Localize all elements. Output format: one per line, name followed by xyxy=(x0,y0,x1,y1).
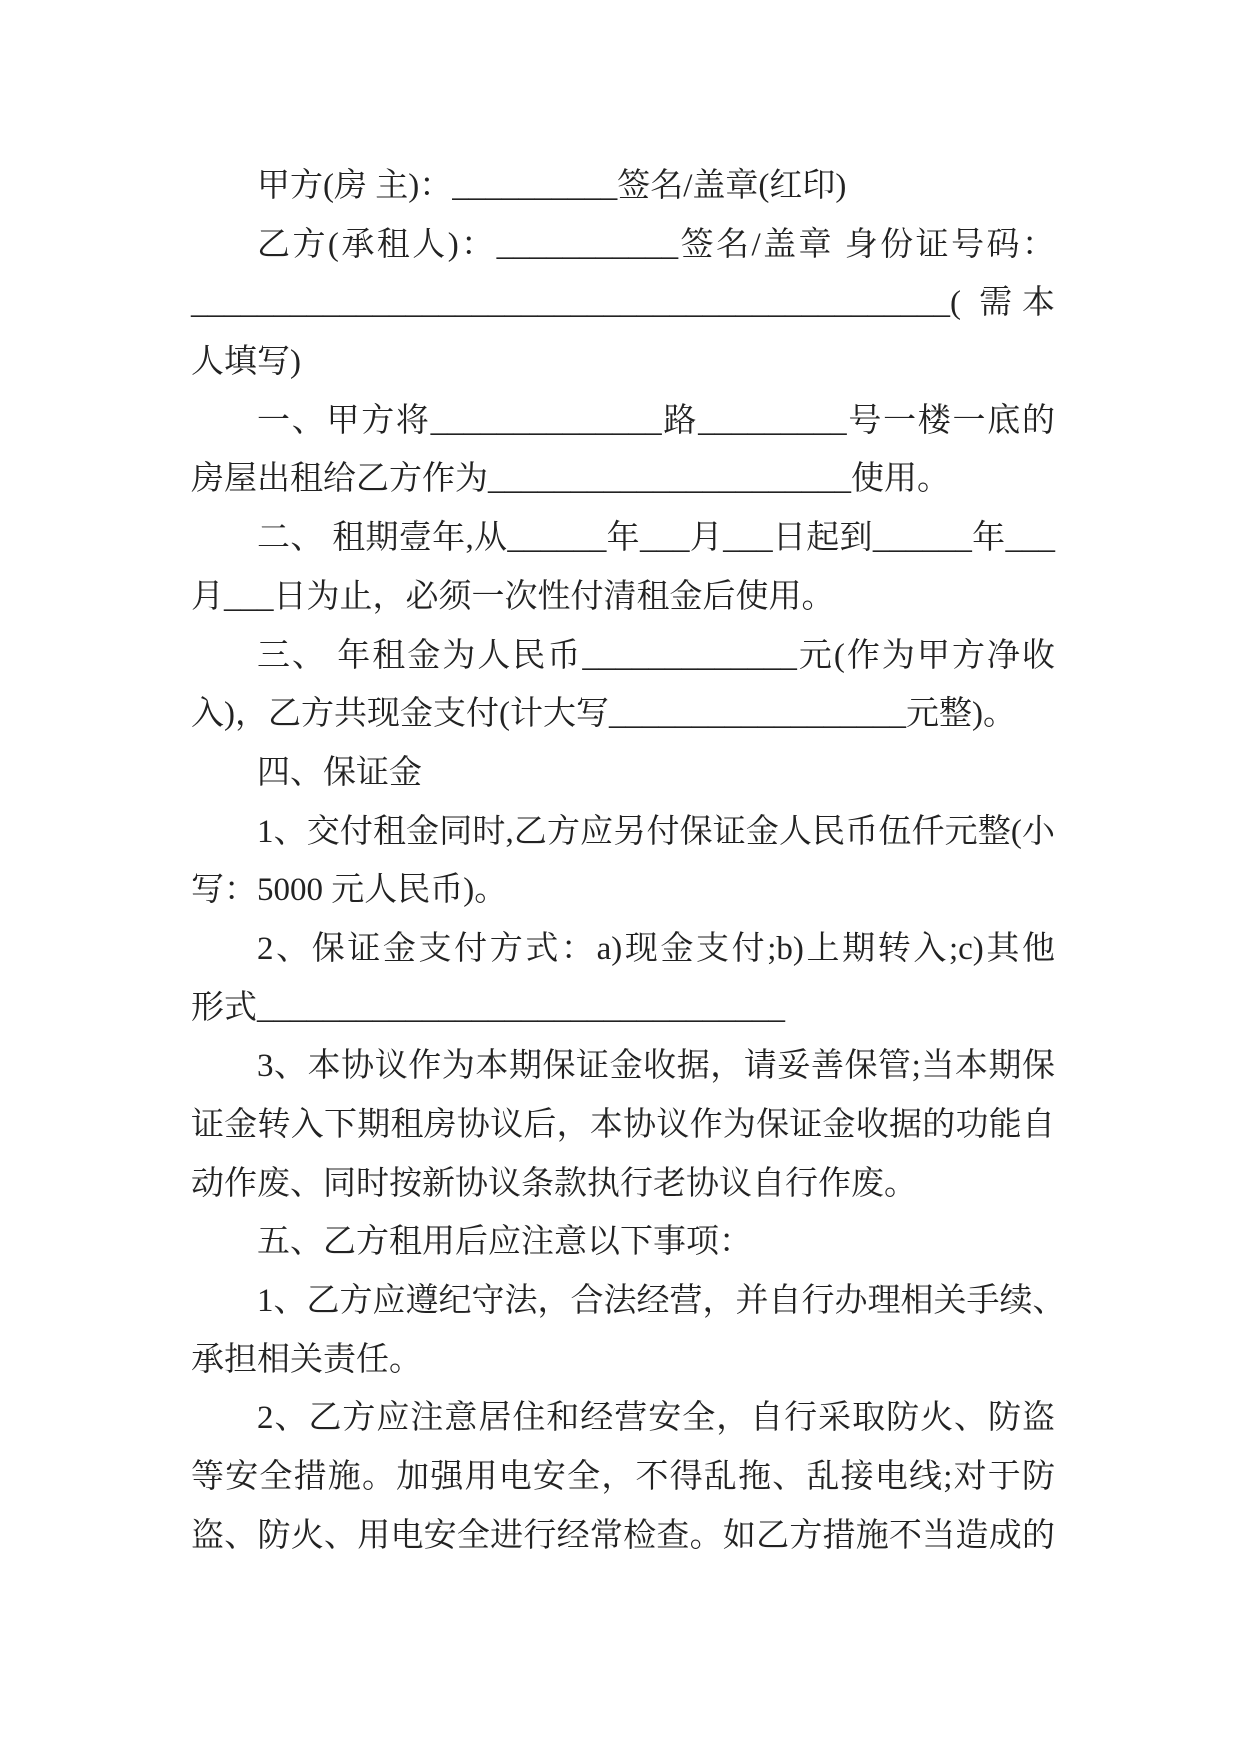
text-line: 1、乙方应遵纪守法，合法经营，并自行办理相关手续、 xyxy=(257,1283,1066,1320)
clause-annual-rent xyxy=(191,627,1055,744)
text-line: 乙方(承租人)：___________签名/盖章 身份证号码： xyxy=(257,226,1055,263)
text-line: 甲方(房 主)：__________签名/盖章(红印) xyxy=(257,168,847,204)
text-line: 2、乙方应注意居住和经营安全，自行采取防火、防盗 xyxy=(257,1400,1055,1437)
deposit-item-3 xyxy=(191,1037,1055,1213)
text-line: 证金转入下期租房协议后，本协议作为保证金收据的功能自 xyxy=(191,1107,1055,1143)
deposit-item-1 xyxy=(191,803,1055,920)
text-line: 等安全措施。加强用电安全，不得乱拖、乱接电线;对于防 xyxy=(191,1459,1055,1496)
text-line: 二、 租期壹年,从______年___月___日起到______年___ xyxy=(257,520,1055,557)
text-line: 月___日为止，必须一次性付清租金后使用。 xyxy=(191,578,835,615)
text-line: 盗、防火、用电安全进行经常检查。如乙方措施不当造成的 xyxy=(191,1517,1055,1554)
text-line: 三、 年租金为人民币_____________元(作为甲方净收 xyxy=(257,637,1055,674)
clause-lease-term xyxy=(191,509,1055,626)
text-line: ______________________________________________( 需本 xyxy=(191,285,1055,322)
text-line: 房屋出租给乙方作为______________________使用。 xyxy=(191,461,950,498)
deposit-item-2 xyxy=(191,920,1055,1037)
text-line: 入)，乙方共现金支付(计大写__________________元整)。 xyxy=(191,696,1016,733)
text-line: 一、甲方将______________路_________号一楼一底的 xyxy=(257,402,1056,439)
text-line: 2、保证金支付方式：a)现金支付;b)上期转入;c)其他 xyxy=(257,930,1055,967)
text-line: 写：5000 元人民币)。 xyxy=(191,872,508,909)
party-b-signature xyxy=(191,216,1055,392)
section-deposit-heading xyxy=(191,744,1055,803)
text-line: 四、保证金 xyxy=(257,754,422,791)
text-line: 3、本协议作为本期保证金收据，请妥善保管;当本期保 xyxy=(257,1048,1055,1085)
party-a-signature xyxy=(191,157,1055,216)
text-line: 1、交付租金同时,乙方应另付保证金人民币伍仟元整(小 xyxy=(257,813,1055,850)
text-line: 五、乙方租用后应注意以下事项： xyxy=(257,1224,752,1261)
section-tenant-duties-heading xyxy=(191,1213,1055,1272)
tenant-duty-2 xyxy=(191,1389,1055,1565)
text-line: 动作废、同时按新协议条款执行老协议自行作废。 xyxy=(191,1165,917,1202)
contract-body xyxy=(191,157,1066,1566)
clause-premises xyxy=(191,392,1055,509)
text-line: 形式________________________________ xyxy=(191,989,785,1026)
text-line: 人填写) xyxy=(191,344,301,381)
text-line: 承担相关责任。 xyxy=(191,1341,422,1378)
tenant-duty-1 xyxy=(191,1272,1066,1389)
